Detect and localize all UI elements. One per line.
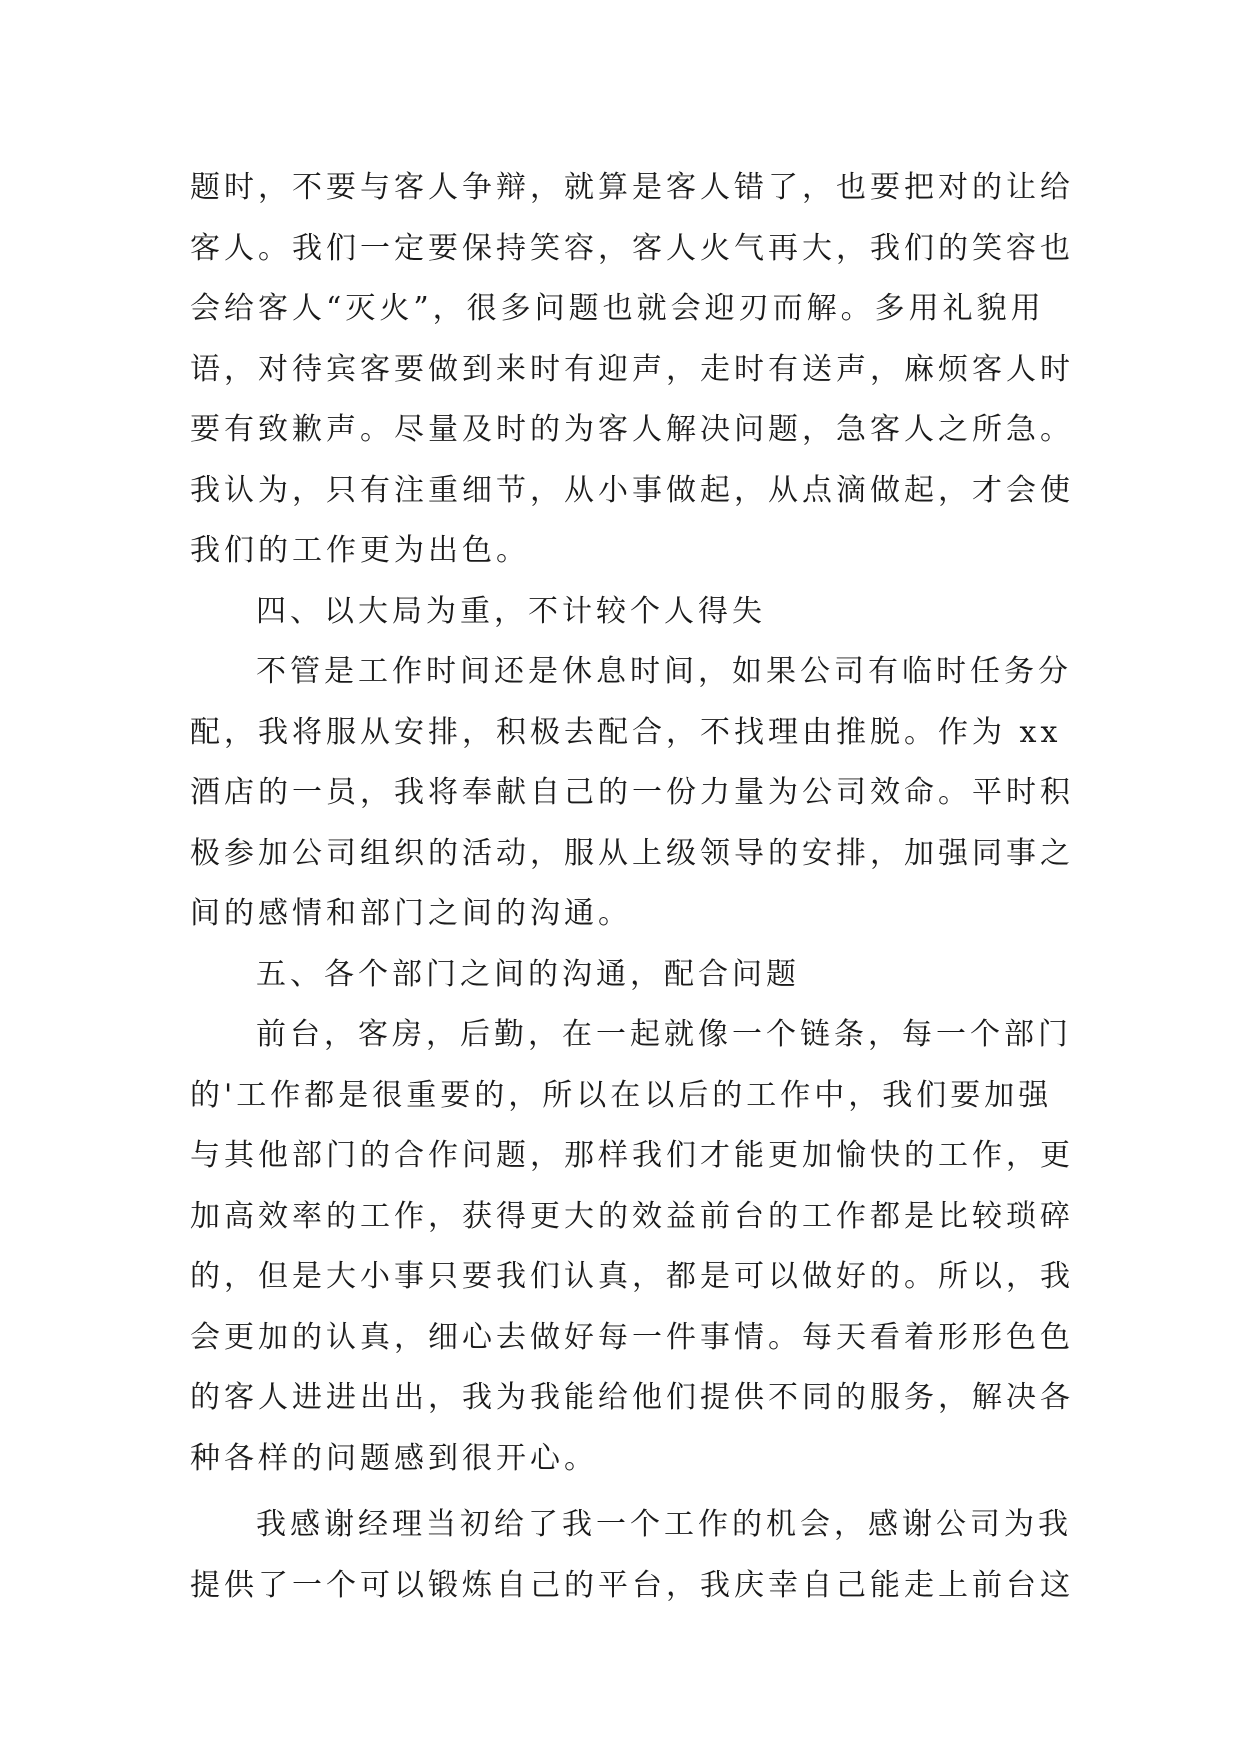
text-line: 我感谢经理当初给了我一个工作的机会，感谢公司为我 (256, 1507, 1072, 1542)
text-line: 题时，不要与客人争辩，就算是客人错了，也要把对的让给 (190, 170, 1074, 205)
text-line: 极参加公司组织的活动，服从上级领导的安排，加强同事之 (190, 835, 1074, 871)
text-line: 要有致歉声。尽量及时的为客人解决问题，急客人之所急。 (190, 412, 1074, 447)
section-heading: 五、各个部门之间的沟通，配合问题 (256, 956, 800, 992)
text-line: 的，但是大小事只要我们认真，都是可以做好的。所以，我 (190, 1259, 1074, 1294)
text-line: 我们的工作更为出色。 (190, 533, 530, 568)
text-line: 与其他部门的合作问题，那样我们才能更加愉快的工作，更 (190, 1138, 1074, 1173)
text-line: 会给客人“灭火”，很多问题也就会迎刃而解。多用礼貌用 (190, 291, 1045, 326)
text-line: 会更加的认真，细心去做好每一件事情。每天看着形形色色 (190, 1319, 1074, 1355)
text-line: 加高效率的工作，获得更大的效益前台的工作都是比较琐碎 (190, 1198, 1074, 1234)
text-line: 提供了一个可以锻炼自己的平台，我庆幸自己能走上前台这 (190, 1567, 1074, 1603)
section-heading: 四、以大局为重，不计较个人得失 (256, 593, 766, 629)
text-line: 的'工作都是很重要的，所以在以后的工作中，我们要加强 (190, 1077, 1053, 1113)
text-line: 不管是工作时间还是休息时间，如果公司有临时任务分 (256, 654, 1072, 689)
text-line: 配，我将服从安排，积极去配合，不找理由推脱。作为 xx (190, 714, 1062, 750)
text-line: 语，对待宾客要做到来时有迎声，走时有送声，麻烦客人时 (190, 351, 1074, 387)
text-line: 前台，客房，后勤，在一起就像一个链条，每一个部门 (256, 1017, 1072, 1052)
text-line: 间的感情和部门之间的沟通。 (190, 896, 632, 931)
text-line: 客人。我们一定要保持笑容，客人火气再大，我们的笑容也 (190, 230, 1074, 266)
body-text (190, 158, 1074, 1616)
text-line: 种各样的问题感到很开心。 (190, 1440, 598, 1476)
text-line: 我认为，只有注重细节，从小事做起，从点滴做起，才会使 (190, 472, 1074, 508)
text-line: 酒店的一员，我将奉献自己的一份力量为公司效命。平时积 (190, 775, 1074, 810)
text-line: 的客人进进出出，我为我能给他们提供不同的服务，解决各 (190, 1380, 1074, 1415)
